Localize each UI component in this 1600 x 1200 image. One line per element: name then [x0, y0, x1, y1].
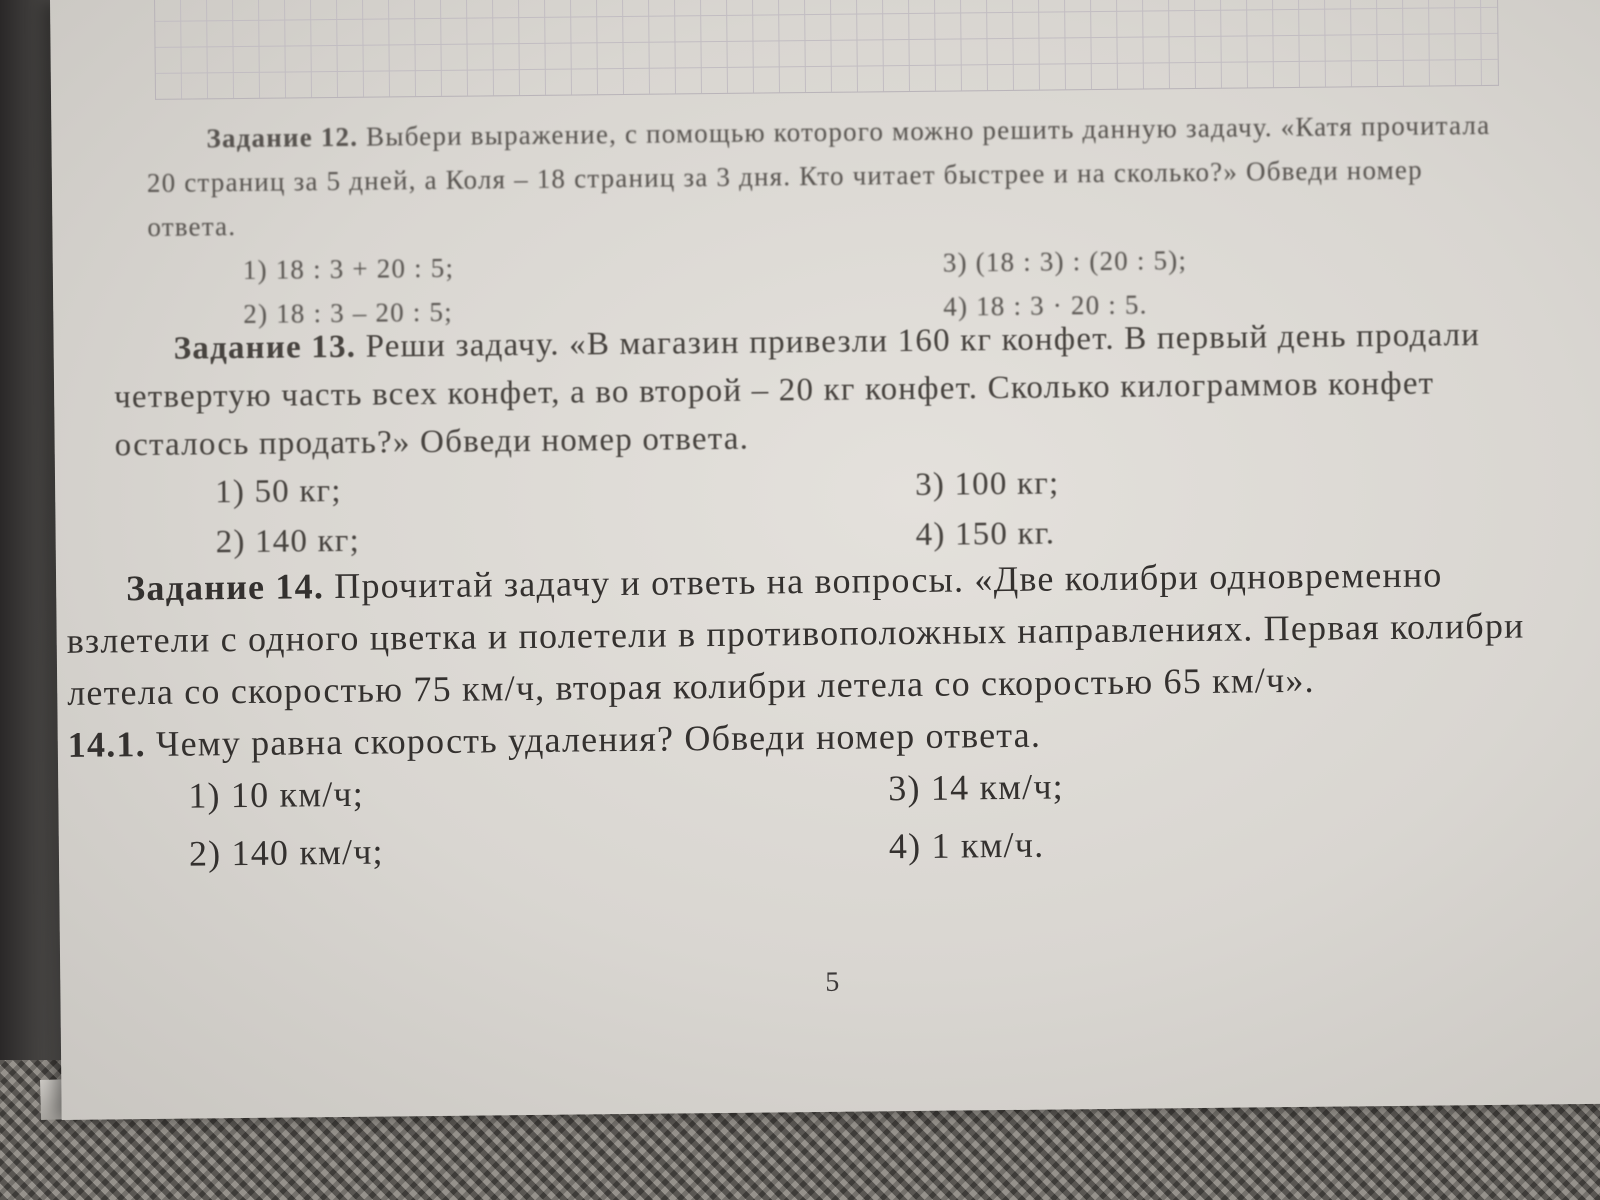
question-14-1-option-4[interactable]: 4) 1 км/ч.: [888, 824, 1045, 867]
question-14-1-option-1[interactable]: 1) 10 км/ч;: [188, 773, 365, 816]
question-14-1-option-2[interactable]: 2) 140 км/ч;: [188, 831, 384, 874]
task-14-text: Прочитай задачу и ответь на вопросы. «Две колибри одновременно взлетели с одного цветка и полетели в противоположных направлениях. Первая колибри летела со скоростью 75 км/ч, вторая колибри летела со скоростью 65 км/ч».: [66, 554, 1525, 713]
question-14-1-options: [188, 755, 1599, 880]
workbook-page: [50, 0, 1600, 1120]
task-14: [66, 547, 1599, 881]
task-12-option-4[interactable]: 4) 18 : 3 · 20 : 5.: [943, 289, 1148, 322]
task-13-option-1[interactable]: 1) 50 кг;: [214, 472, 342, 511]
task-14-statement: [66, 547, 1598, 719]
task-13-option-4[interactable]: 4) 150 кг.: [915, 515, 1056, 553]
task-13-label: Задание 13.: [173, 328, 357, 367]
task-12-option-3[interactable]: 3) (18 : 3) : (20 : 5);: [942, 245, 1188, 278]
task-12-statement: [146, 103, 1497, 249]
task-12-text: Выбери выражение, с помощью которого можно решить данную задачу. «Катя прочитала 20 страниц за 5 дней, а Коля – 18 страниц за 3 дня. Кто читает быстрее и на сколько?» Обведи номер ответа.: [146, 109, 1491, 242]
task-13-option-2[interactable]: 2) 140 кг;: [215, 522, 361, 561]
task-12-option-1[interactable]: 1) 18 : 3 + 20 : 5;: [242, 252, 455, 285]
task-14-label: Задание 14.: [125, 566, 325, 609]
task-12-label: Задание 12.: [206, 121, 359, 154]
question-14-1-label: 14.1.: [67, 724, 147, 765]
question-14-1-text: Чему равна скорость удаления? Обведи номер ответа.: [155, 714, 1042, 764]
answer-grid: [154, 0, 1499, 100]
task-13: [113, 310, 1545, 567]
question-14-1-option-3[interactable]: 3) 14 км/ч;: [888, 766, 1065, 809]
page-number: 5: [825, 966, 840, 998]
task-12: [146, 103, 1498, 337]
task-13-text: Реши задачу. «В магазин привезли 160 кг конфет. В первый день продали четвертую часть всех конфет, а во второй – 20 кг конфет. Сколько килограммов конфет осталось продать?» Обведи номер ответа.: [113, 317, 1481, 464]
task-12-option-2[interactable]: 2) 18 : 3 – 20 : 5;: [243, 296, 453, 329]
task-13-option-3[interactable]: 3) 100 кг;: [914, 465, 1060, 503]
task-13-statement: [113, 310, 1544, 469]
